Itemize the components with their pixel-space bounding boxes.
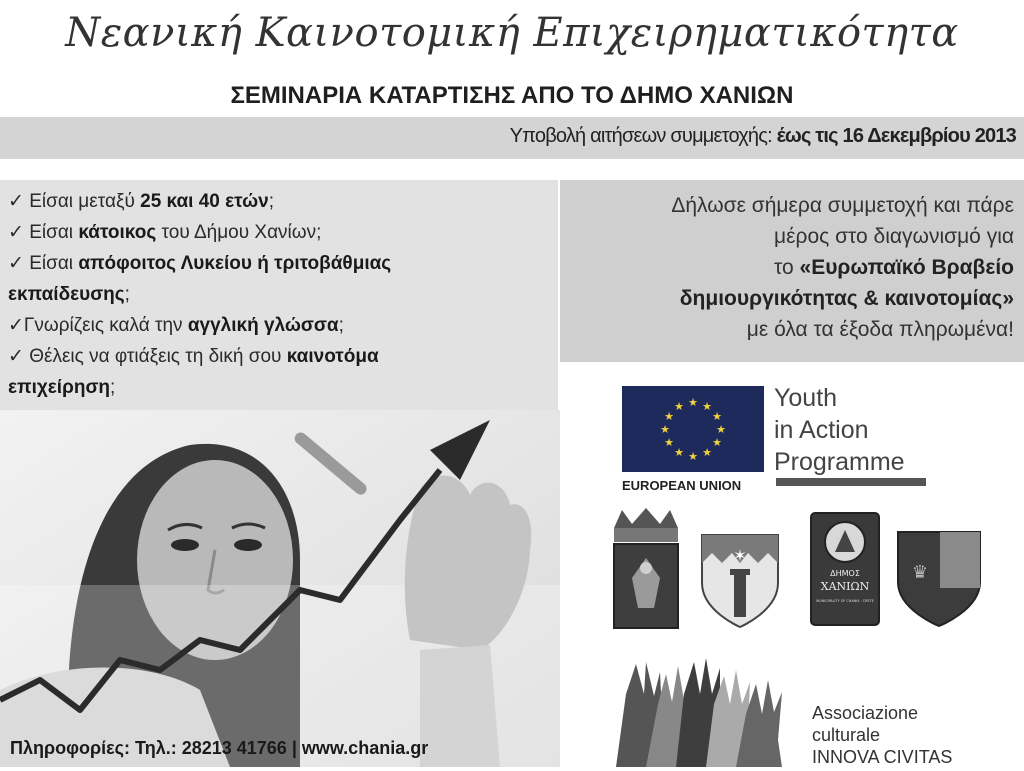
chania-seal-icon — [810, 512, 880, 626]
eu-divider — [776, 478, 926, 486]
checklist-item-continuation: επιχείρηση; — [8, 377, 116, 398]
checklist-item: ✓ Είσαι απόφοιτος Λυκείου ή τριτοβάθμιας — [8, 253, 392, 274]
checkmark-icon: ✓ — [8, 222, 24, 243]
checklist-item: ✓ Είσαι μεταξύ 25 και 40 ετών; — [8, 191, 275, 212]
checklist-item: ✓ Είσαι κάτοικος του Δήμου Χανίων; — [8, 222, 322, 243]
svg-text:✶: ✶ — [733, 546, 747, 565]
svg-text:★: ★ — [664, 436, 674, 449]
contact-info: Πληροφορίες: Τηλ.: 28213 41766 | www.chania.gr — [10, 738, 429, 758]
svg-text:★: ★ — [688, 450, 698, 463]
association-logo-text: Associazione culturale INNOVA CIVITAS — [812, 703, 953, 767]
svg-text:★: ★ — [664, 410, 674, 423]
raised-hands-icon — [606, 654, 806, 767]
page-subtitle: ΣΕΜΙΝΑΡΙΑ ΚΑΤΑΡΤΙΣΗΣ ΑΠΟ ΤΟ ΔΗΜΟ ΧΑΝΙΩΝ — [230, 82, 794, 109]
photo-illustration — [0, 410, 560, 767]
svg-text:★: ★ — [702, 446, 712, 459]
svg-text:ΧΑΝΙΩΝ: ΧΑΝΙΩΝ — [820, 580, 870, 593]
eligibility-panel — [0, 180, 558, 410]
svg-text:★: ★ — [702, 400, 712, 413]
checkmark-icon: ✓ — [8, 191, 24, 212]
deadline-date: έως τις 16 Δεκεμβρίου 2013 — [776, 125, 1016, 147]
deadline-text — [510, 125, 1016, 148]
svg-text:★: ★ — [716, 423, 726, 436]
svg-text:★: ★ — [688, 396, 698, 409]
split-shield-icon — [896, 530, 982, 628]
checklist-item: ✓Γνωρίζεις καλά την αγγλική γλώσσα; — [8, 315, 344, 336]
checkmark-icon: ✓ — [8, 346, 24, 367]
promo-panel — [560, 180, 1024, 362]
svg-text:♛: ♛ — [911, 562, 929, 583]
deadline-bar — [0, 117, 1024, 159]
svg-text:★: ★ — [674, 446, 684, 459]
svg-text:★: ★ — [712, 436, 722, 449]
eligibility-checklist — [8, 186, 548, 403]
woman-drawing-graph-photo — [0, 410, 560, 767]
promo-text: Δήλωσε σήμερα συμμετοχή και πάρε μέρος στο διαγωνισμό για το «Ευρωπαϊκό Βραβείο δημιουργικότητας & καινοτομίας» με όλα τα έξοδα πληρωμένα! — [671, 194, 1014, 341]
crown-crest-icon — [608, 508, 684, 632]
eu-flag-icon — [622, 386, 764, 472]
svg-text:MUNICIPALITY OF CHANIA · CRETE: MUNICIPALITY OF CHANIA · CRETE — [816, 599, 874, 603]
checklist-item: ✓ Θέλεις να φτιάξεις τη δική σου καινοτόμα — [8, 346, 379, 367]
checkmark-icon: ✓ — [8, 253, 24, 274]
checkmark-icon: ✓ — [8, 315, 24, 336]
svg-text:★: ★ — [674, 400, 684, 413]
svg-text:★: ★ — [712, 410, 722, 423]
lighthouse-shield-icon — [700, 533, 780, 629]
deadline-label: Υποβολή αιτήσεων συμμετοχής: — [509, 125, 772, 147]
youth-in-action-logo: Youth in Action Programme — [774, 384, 905, 476]
svg-text:ΔΗΜΟΣ: ΔΗΜΟΣ — [830, 569, 860, 578]
checklist-item-continuation: εκπαίδευσης; — [8, 284, 130, 305]
eu-label: EUROPEAN UNION — [622, 478, 742, 493]
page-title: Νεανική Καινοτομική Επιχειρηματικότητα — [65, 10, 959, 56]
svg-text:★: ★ — [660, 423, 670, 436]
